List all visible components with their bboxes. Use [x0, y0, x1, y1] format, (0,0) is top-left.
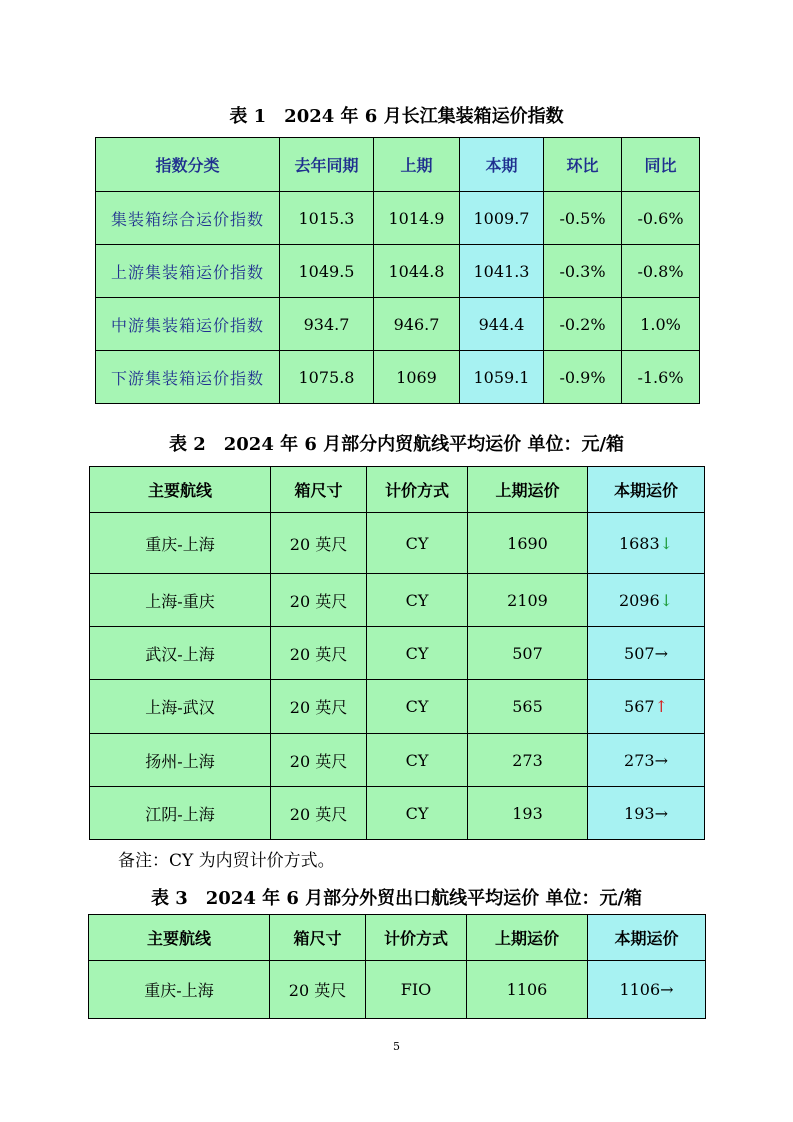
previous-value: 1014.9 [374, 192, 460, 245]
index-name: 中游集装箱运价指数 [96, 298, 280, 351]
header-previous-price: 上期运价 [468, 467, 588, 513]
arrow-right-icon: → [654, 643, 668, 663]
current-price-value: 2096 [618, 590, 660, 610]
table-row [89, 961, 706, 1019]
current-price-value: 1106 [619, 980, 661, 999]
table-row [90, 787, 705, 840]
last-year-value: 934.7 [280, 298, 374, 351]
previous-value: 1044.8 [374, 245, 460, 298]
pricing-method: CY [367, 574, 468, 627]
previous-price: 2109 [468, 574, 588, 627]
header-mom: 环比 [544, 138, 622, 192]
current-price-value: 273 [624, 750, 655, 770]
current-price [588, 734, 705, 787]
previous-price: 507 [468, 627, 588, 680]
route-name: 上海-武汉 [90, 680, 271, 734]
route-name: 扬州-上海 [90, 734, 271, 787]
current-price-value: 567 [624, 697, 655, 716]
export-route-table [88, 914, 706, 1019]
table-row [96, 351, 700, 404]
current-price [588, 627, 705, 680]
pricing-method: CY [367, 734, 468, 787]
header-previous-price: 上期运价 [467, 915, 588, 961]
pricing-method: CY [367, 513, 468, 574]
box-size: 20 英尺 [271, 787, 367, 840]
table-row [96, 298, 700, 351]
table-row [90, 627, 705, 680]
box-size: 20 英尺 [271, 680, 367, 734]
current-price [588, 513, 705, 574]
previous-price: 1690 [468, 513, 588, 574]
last-year-value: 1015.3 [280, 192, 374, 245]
box-size: 20 英尺 [271, 513, 367, 574]
table-row [90, 513, 705, 574]
current-price-value: 507 [624, 643, 655, 663]
table2-caption: 表 2 2024 年 6 月部分内贸航线平均运价 单位：元/箱 [168, 434, 625, 455]
route-name: 武汉-上海 [90, 627, 271, 680]
header-current-price: 本期运价 [588, 467, 705, 513]
mom-value: -0.3% [544, 245, 622, 298]
table-header-row [89, 915, 706, 961]
header-category: 指数分类 [96, 138, 280, 192]
table-row [96, 192, 700, 245]
arrow-up-icon: ↑ [654, 697, 668, 716]
arrow-down-icon: ↓ [659, 590, 674, 610]
table-note: 备注：CY 为内贸计价方式。 [118, 851, 335, 871]
index-name: 下游集装箱运价指数 [96, 351, 280, 404]
header-previous: 上期 [374, 138, 460, 192]
current-price [588, 574, 705, 627]
domestic-route-table [89, 466, 705, 840]
table-row [90, 680, 705, 734]
box-size: 20 英尺 [271, 574, 367, 627]
previous-price: 273 [468, 734, 588, 787]
route-name: 重庆-上海 [90, 513, 271, 574]
box-size: 20 英尺 [271, 734, 367, 787]
page-number: 5 [393, 1040, 400, 1053]
route-name: 重庆-上海 [89, 961, 270, 1019]
header-current-price: 本期运价 [588, 915, 706, 961]
yoy-value: -0.8% [622, 245, 700, 298]
previous-price: 193 [468, 787, 588, 840]
mom-value: -0.5% [544, 192, 622, 245]
current-price-value: 193 [624, 803, 655, 823]
previous-value: 1069 [374, 351, 460, 404]
last-year-value: 1049.5 [280, 245, 374, 298]
current-price-value: 1683 [618, 533, 660, 553]
previous-price: 1106 [467, 961, 588, 1019]
arrow-right-icon: → [654, 750, 668, 770]
current-price [588, 680, 705, 734]
header-last-year: 去年同期 [280, 138, 374, 192]
yoy-value: 1.0% [622, 298, 700, 351]
table-row [90, 734, 705, 787]
pricing-method: FIO [366, 961, 467, 1019]
current-value: 1059.1 [460, 351, 544, 404]
table3-caption: 表 3 2024 年 6 月部分外贸出口航线平均运价 单位：元/箱 [150, 888, 643, 909]
pricing-method: CY [367, 787, 468, 840]
header-pricing-method: 计价方式 [367, 467, 468, 513]
route-name: 上海-重庆 [90, 574, 271, 627]
pricing-method: CY [367, 627, 468, 680]
yoy-value: -0.6% [622, 192, 700, 245]
previous-value: 946.7 [374, 298, 460, 351]
index-name: 集装箱综合运价指数 [96, 192, 280, 245]
header-current: 本期 [460, 138, 544, 192]
current-value: 1041.3 [460, 245, 544, 298]
table-row [90, 574, 705, 627]
box-size: 20 英尺 [270, 961, 366, 1019]
route-name: 江阴-上海 [90, 787, 271, 840]
pricing-method: CY [367, 680, 468, 734]
yoy-value: -1.6% [622, 351, 700, 404]
box-size: 20 英尺 [271, 627, 367, 680]
mom-value: -0.2% [544, 298, 622, 351]
current-value: 944.4 [460, 298, 544, 351]
table-row [96, 245, 700, 298]
last-year-value: 1075.8 [280, 351, 374, 404]
table1-caption: 表 1 2024 年 6 月长江集装箱运价指数 [229, 106, 564, 127]
freight-index-table [95, 137, 700, 404]
current-price [588, 961, 706, 1019]
mom-value: -0.9% [544, 351, 622, 404]
header-yoy: 同比 [622, 138, 700, 192]
previous-price: 565 [468, 680, 588, 734]
header-route: 主要航线 [90, 467, 271, 513]
table-header-row [96, 138, 700, 192]
header-box-size: 箱尺寸 [270, 915, 366, 961]
header-box-size: 箱尺寸 [271, 467, 367, 513]
table-header-row [90, 467, 705, 513]
arrow-right-icon: → [660, 980, 674, 999]
arrow-down-icon: ↓ [659, 533, 674, 553]
header-pricing-method: 计价方式 [366, 915, 467, 961]
arrow-right-icon: → [654, 803, 668, 823]
current-price [588, 787, 705, 840]
index-name: 上游集装箱运价指数 [96, 245, 280, 298]
current-value: 1009.7 [460, 192, 544, 245]
header-route: 主要航线 [89, 915, 270, 961]
